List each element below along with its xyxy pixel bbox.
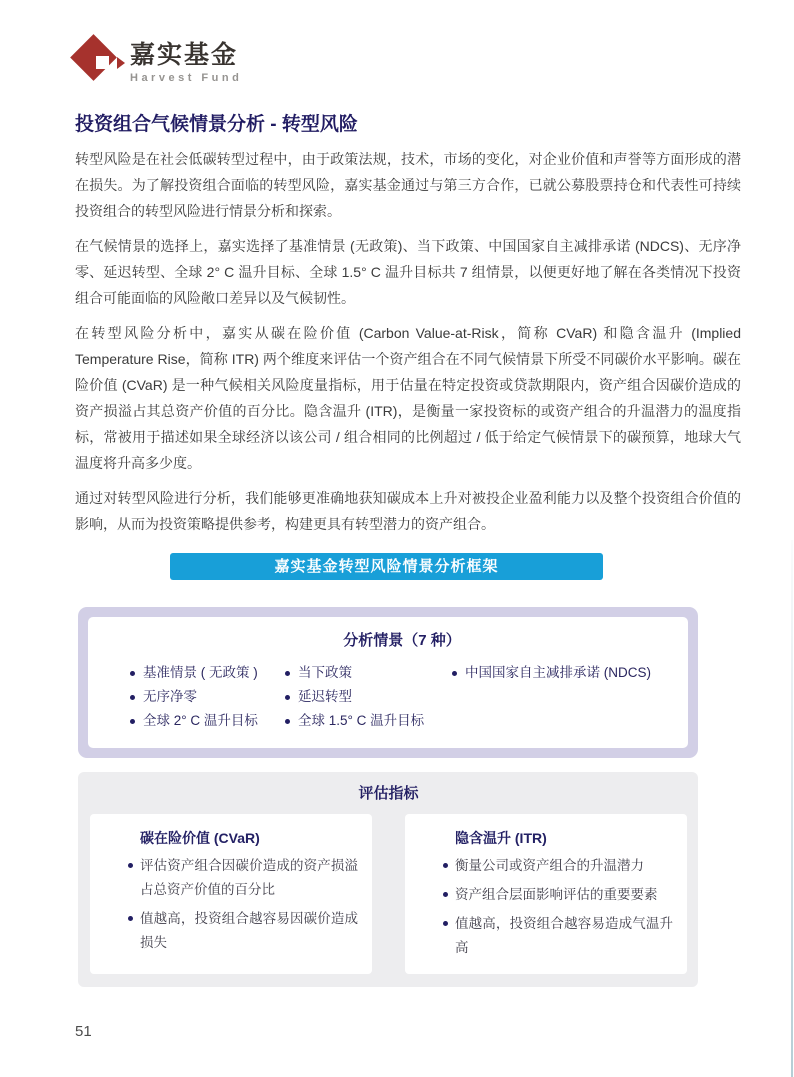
harvest-fund-logo (70, 36, 242, 90)
paragraph-transition-risk-intro: 转型风险是在社会低碳转型过程中，由于政策法规，技术，市场的变化，对企业价值和声誉等方面形成的潜在损失。为了解投资组合面临的转型风险，嘉实基金通过与第三方合作，已就公募股票持仓和代表性可持续投资组合的转型风险进行情景分析和探索。 (75, 151, 741, 219)
bullet-dot-icon (130, 695, 135, 700)
cvar-bullet-1 (128, 854, 358, 902)
itr-bullet-2 (443, 883, 673, 907)
logo-en-name: Harvest Fund (130, 71, 243, 84)
bullet-dot-icon (128, 916, 133, 921)
bullet-dot-icon (285, 671, 290, 676)
bullet-text: 资产组合层面影响评估的重要要素 (455, 887, 658, 902)
scenario-item-ndcs (452, 661, 674, 685)
scenario-item-label: 无序净零 (143, 689, 197, 704)
logo-mark (70, 36, 126, 90)
bullet-dot-icon (130, 719, 135, 724)
scenario-column-2 (285, 661, 452, 733)
metrics-box (78, 772, 698, 987)
paragraph-cvar-itr-definition: 在转型风险分析中，嘉实从碳在险价值 (Carbon Value-at-Risk，简称 CVaR) 和隐含温升 (Implied Temperature Rise，简称 ITR) 两个维度来评估一个资产组合在不同气候情景下所受不同碳价水平影响。碳在险价值 (CVaR) 是一种气候相关风险度量指标，用于估量在特定投资或贷款期限内，资产组合因碳价造成的资产损溢占其总资产价值的百分比。隐含温升 (ITR)，是衡量一家投资标的或资产组合的升温潜力的温度指标，常被用于描述如果全球经济以该公司 / 组合相同的比例超过 / 低于给定气候情景下的碳预算，地球大气温度将升高多少度。 (75, 325, 741, 471)
page-title: 投资组合气候情景分析 - 转型风险 (75, 114, 358, 135)
scenario-item-label: 基准情景 ( 无政策 ) (143, 665, 258, 680)
scenario-item-delayed-transition (285, 685, 452, 709)
diamond-icon (70, 34, 117, 81)
scenario-item-label: 当下政策 (298, 665, 352, 680)
body-copy (75, 146, 741, 537)
bullet-text: 衡量公司或资产组合的升温潜力 (455, 858, 644, 873)
bullet-dot-icon (443, 892, 448, 897)
metric-cards (90, 814, 687, 974)
itr-bullet-3 (443, 912, 673, 960)
scenario-box-inner (88, 617, 688, 748)
bullet-text: 值越高，投资组合越容易因碳价造成损失 (140, 911, 358, 950)
bullet-dot-icon (443, 921, 448, 926)
scenario-column-1 (130, 661, 285, 733)
bullet-text: 值越高，投资组合越容易造成气温升高 (455, 916, 673, 955)
scenario-item-label: 中国国家自主减排承诺 (NDCS) (465, 665, 651, 680)
bullet-dot-icon (285, 695, 290, 700)
scenario-item-2c-target (130, 709, 285, 733)
scenario-columns (130, 661, 674, 733)
scenario-item-disorderly-net-zero (130, 685, 285, 709)
scenario-item-15c-target (285, 709, 452, 733)
scenario-column-3 (452, 661, 674, 733)
logo-notch-square (96, 56, 109, 69)
scenario-box (78, 607, 698, 758)
cvar-card (90, 814, 372, 974)
arrow-right-icon (117, 57, 125, 69)
scenario-item-current-policy (285, 661, 452, 685)
scenario-box-title: 分析情景（7 种） (343, 632, 461, 649)
itr-card (405, 814, 687, 974)
scenario-item-baseline (130, 661, 285, 685)
page-number: 51 (75, 1023, 92, 1040)
logo-cn-name: 嘉实基金 (130, 40, 239, 69)
bullet-dot-icon (130, 671, 135, 676)
cvar-card-title: 碳在险价值 (CVaR) (140, 830, 260, 846)
bullet-dot-icon (285, 719, 290, 724)
page-edge-artifact (791, 540, 793, 1077)
paragraph-scenario-selection: 在气候情景的选择上，嘉实选择了基准情景 (无政策)、当下政策、中国国家自主减排承诺 (NDCS)、无序净零、延迟转型、全球 2° C 温升目标、全球 1.5° C 温升目标共 7 组情景，以便更好地了解在各类情况下投资组合可能面临的风险敞口差异以及气候韧性。 (75, 238, 741, 306)
bullet-dot-icon (443, 863, 448, 868)
itr-bullet-1 (443, 854, 673, 878)
bullet-dot-icon (452, 671, 457, 676)
bullet-dot-icon (128, 863, 133, 868)
scenario-item-label: 全球 1.5° C 温升目标 (298, 713, 425, 728)
scenario-item-label: 全球 2° C 温升目标 (143, 713, 258, 728)
framework-banner: 嘉实基金转型风险情景分析框架 (170, 553, 603, 580)
itr-card-title: 隐含温升 (ITR) (455, 830, 547, 846)
bullet-text: 评估资产组合因碳价造成的资产损溢占总资产价值的百分比 (140, 858, 358, 897)
cvar-bullet-2 (128, 907, 358, 955)
paragraph-analysis-benefit: 通过对转型风险进行分析，我们能够更准确地获知碳成本上升对被投企业盈利能力以及整个投资组合价值的影响，从而为投资策略提供参考，构建更具有转型潜力的资产组合。 (75, 490, 741, 532)
logo-text (130, 40, 243, 84)
metrics-box-title: 评估指标 (358, 785, 419, 802)
scenario-item-label: 延迟转型 (298, 689, 352, 704)
